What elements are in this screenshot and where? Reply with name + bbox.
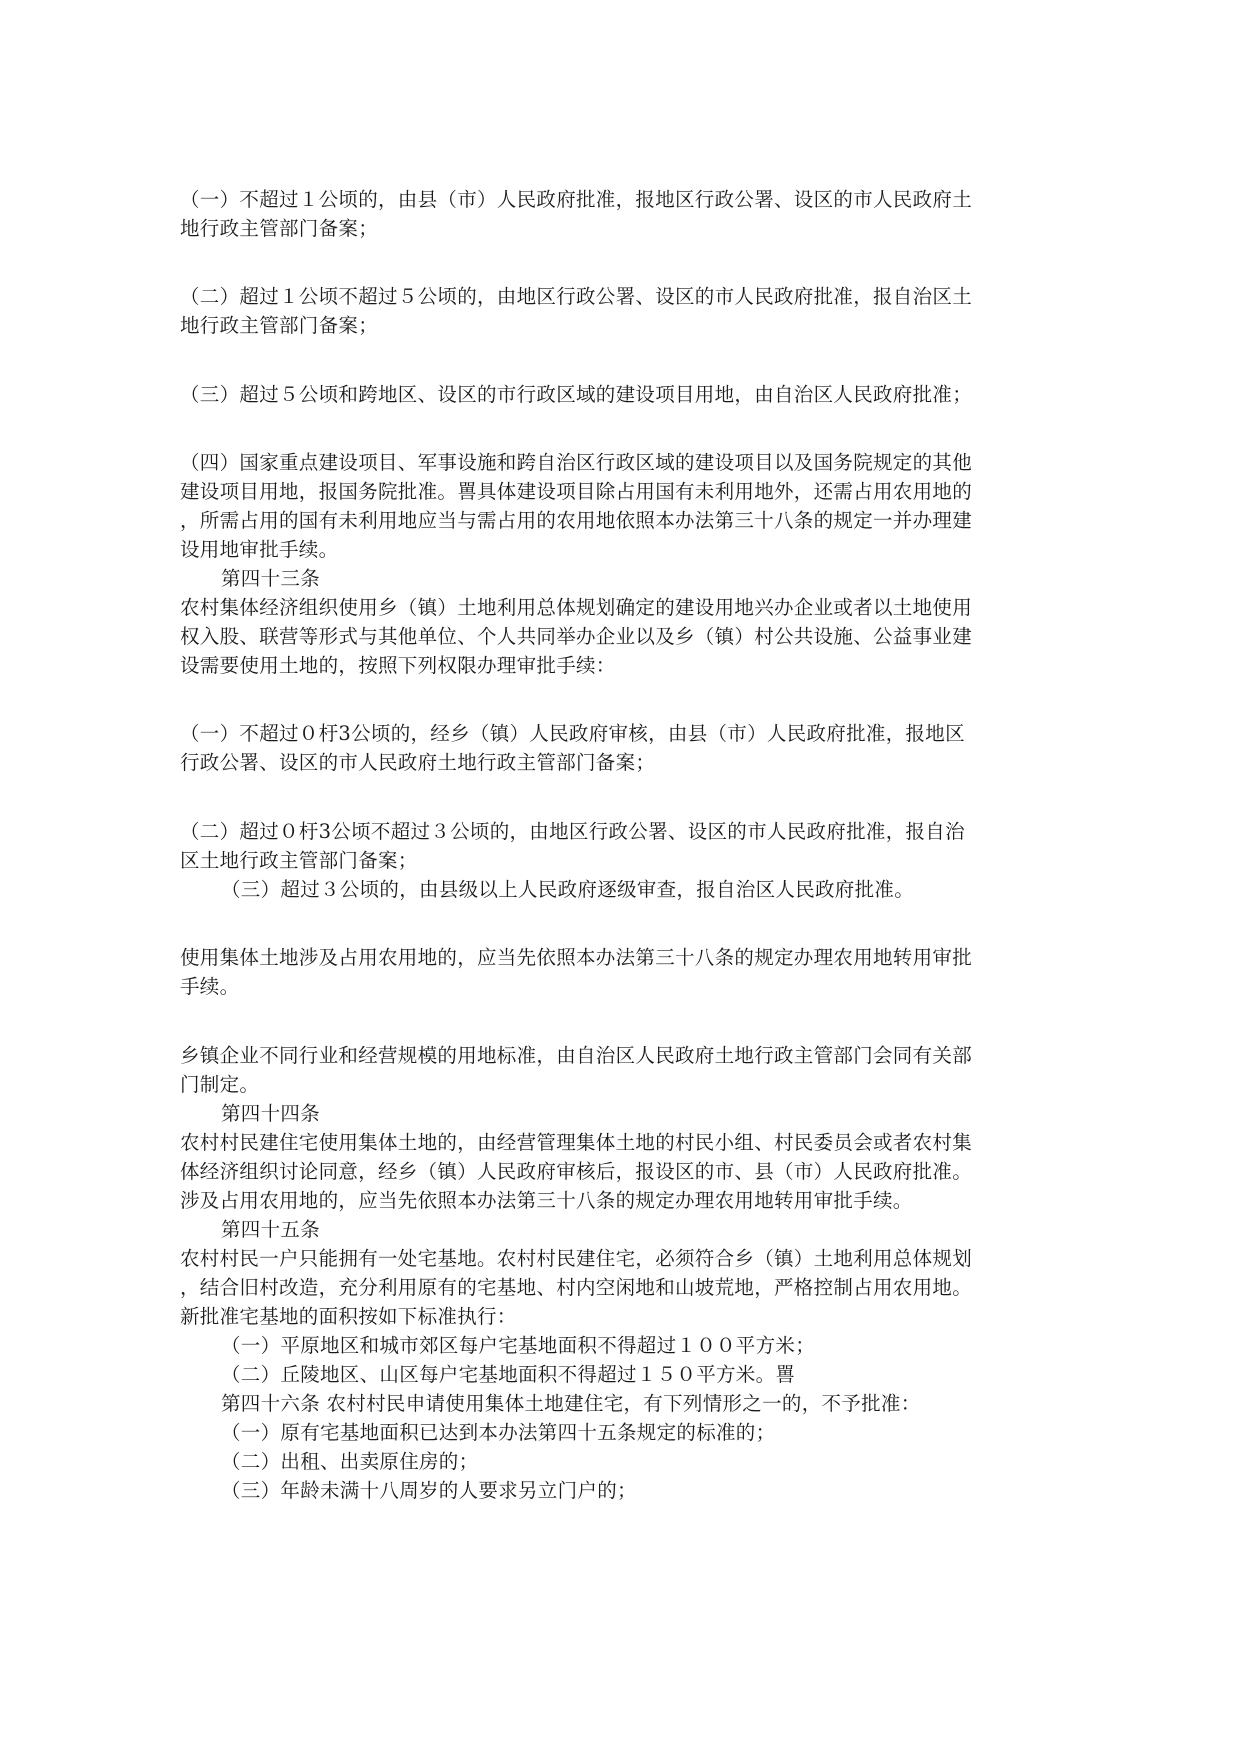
text-line: （一）平原地区和城市郊区每户宅基地面积不得超过１００平方米； — [221, 1334, 816, 1357]
text-line: ，结合旧村改造，充分利用原有的宅基地、村内空闲地和山坡荒地，严格控制占用农用地。 — [180, 1276, 973, 1299]
text-line: 农村集体经济组织使用乡（镇）土地利用总体规划确定的建设用地兴办企业或者以土地使用 — [180, 596, 973, 619]
text-line: （二）超过０杅3公顷不超过３公顷的，由地区行政公署、设区的市人民政府批准，报自治 — [180, 820, 965, 843]
text-line: 设需要使用土地的，按照下列权限办理审批手续： — [180, 654, 616, 677]
text-line: （二）超过１公顷不超过５公顷的，由地区行政公署、设区的市人民政府批准，报自治区土 — [180, 285, 973, 308]
text-line: 建设项目用地，报国务院批准。嘼具体建设项目除占用国有未利用地外，还需占用农用地的 — [180, 480, 973, 503]
text-line: 新批准宅基地的面积按如下标准执行： — [180, 1305, 517, 1328]
text-line: （四）国家重点建设项目、军事设施和跨自治区行政区域的建设项目以及国务院规定的其他 — [180, 451, 973, 474]
text-line: 乡镇企业不同行业和经营规模的用地标准，由自治区人民政府土地行政主管部门会同有关部 — [180, 1044, 973, 1067]
article-heading: 第四十四条 — [221, 1102, 321, 1125]
article-heading: 第四十五条 — [221, 1218, 321, 1241]
text-line: （三）超过５公顷和跨地区、设区的市行政区域的建设项目用地，由自治区人民政府批准； — [180, 383, 973, 406]
text-line: 行政公署、设区的市人民政府土地行政主管部门备案； — [180, 751, 656, 774]
text-line: （三）超过３公顷的，由县级以上人民政府逐级审查，报自治区人民政府批准。 — [221, 878, 915, 901]
text-line: 设用地审批手续。 — [180, 538, 339, 561]
article-heading: 第四十六条 农村村民申请使用集体土地建住宅，有下列情形之一的，不予批准： — [221, 1392, 921, 1415]
text-line: （三）年龄未满十八周岁的人要求另立门户的； — [221, 1479, 637, 1502]
text-line: 体经济组织讨论同意，经乡（镇）人民政府审核后，报设区的市、县（市）人民政府批准。 — [180, 1160, 973, 1183]
text-line: （二）出租、出卖原住房的； — [221, 1450, 479, 1473]
text-line: 门制定。 — [180, 1073, 260, 1096]
text-line: ，所需占用的国有未利用地应当与需占用的农用地依照本办法第三十八条的规定一并办理建 — [180, 509, 973, 532]
text-line: 农村村民一户只能拥有一处宅基地。农村村民建住宅，必须符合乡（镇）土地利用总体规划 — [180, 1247, 973, 1270]
text-line: （一）不超过１公顷的，由县（市）人民政府批准，报地区行政公署、设区的市人民政府土 — [180, 188, 973, 211]
text-line: 地行政主管部门备案； — [180, 217, 379, 240]
text-line: 地行政主管部门备案； — [180, 314, 379, 337]
text-line: 涉及占用农用地的，应当先依照本办法第三十八条的规定办理农用地转用审批手续。 — [180, 1189, 913, 1212]
text-line: 使用集体土地涉及占用农用地的，应当先依照本办法第三十八条的规定办理农用地转用审批 — [180, 946, 973, 969]
text-line: 区土地行政主管部门备案； — [180, 849, 418, 872]
text-line: （一）原有宅基地面积已达到本办法第四十五条规定的标准的； — [221, 1421, 776, 1444]
text-line: （一）不超过０杅3公顷的，经乡（镇）人民政府审核，由县（市）人民政府批准，报地区 — [180, 722, 965, 745]
article-heading: 第四十三条 — [221, 567, 321, 590]
text-line: 农村村民建住宅使用集体土地的，由经营管理集体土地的村民小组、村民委员会或者农村集 — [180, 1131, 973, 1154]
text-line: 权入股、联营等形式与其他单位、个人共同举办企业以及乡（镇）村公共设施、公益事业建 — [180, 625, 973, 648]
text-line: 手续。 — [180, 975, 240, 998]
text-line: （二）丘陵地区、山区每户宅基地面积不得超过１５０平方米。嘼 — [221, 1363, 796, 1386]
